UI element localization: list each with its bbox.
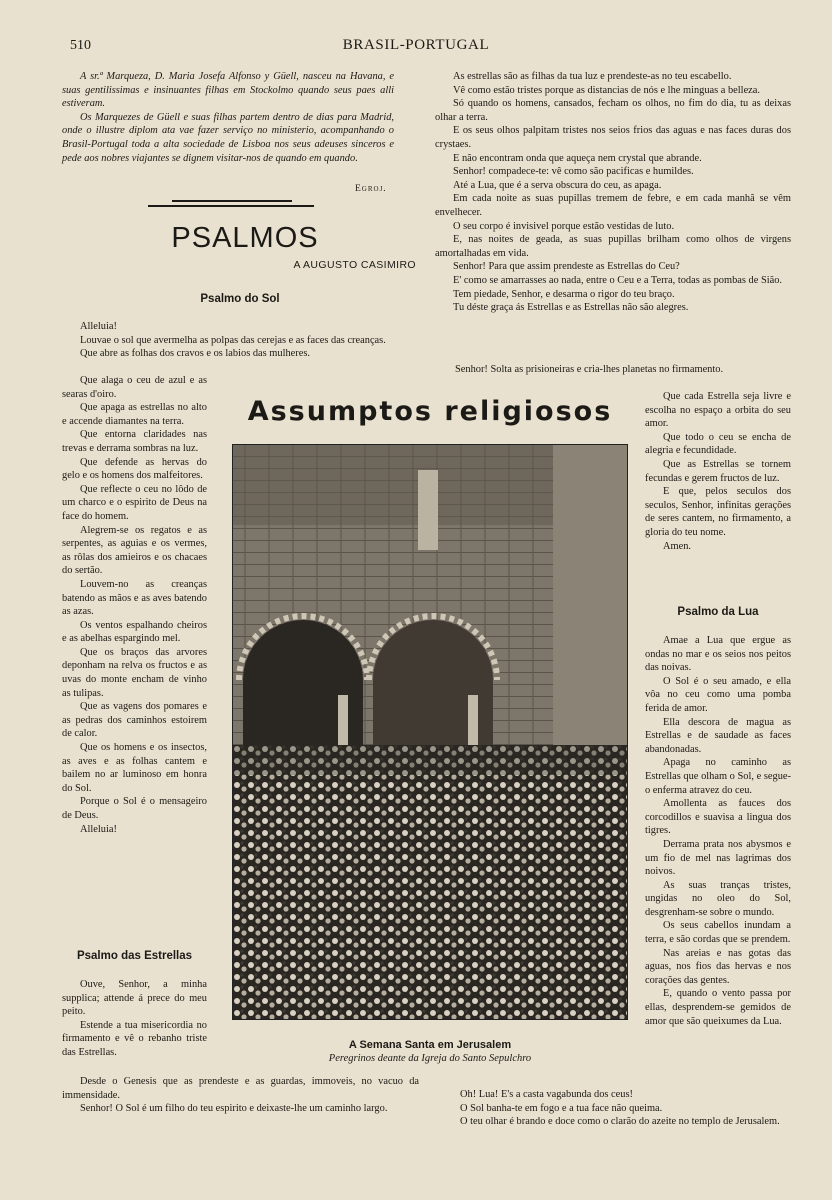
verse: Que defende as hervas do gelo e os homens dos malfeitores. (62, 456, 207, 482)
verse: Amollenta as fauces dos corcodillos e suavisa a lingua dos tigres. (645, 798, 791, 837)
psalm-sol-narrow (62, 374, 207, 836)
verse: Até a Lua, que é a serva obscura do ceu, as apaga. (453, 179, 662, 191)
verse: Ella descora de magua as Estrellas e de saudade as faces abandonadas. (645, 716, 791, 755)
rule (172, 200, 292, 202)
verse: Alegrem-se os regatos e as serpentes, as aguias e os vermes, as rôlas dos amieiros e os chacaes do sertão. (62, 524, 207, 577)
verse: O Sol é o seu amado, e ella vôa no ceu como uma pomba ferida de amor. (645, 675, 791, 714)
psalm-title-lua: Psalmo da Lua (677, 606, 759, 618)
psalm-sol-wide (62, 320, 416, 361)
verse: Que os homens e os insectos, as aves e as folhas cantem e bailem no ar luminoso em honra do Sol. (62, 742, 207, 794)
page-header: BRASIL-PORTUGAL (342, 37, 490, 53)
verse: Que os braços das arvores deponham na relva os fructos e as uvas do monte encham de vinho as tulipas. (62, 646, 207, 699)
verse: Que apaga as estrellas no alto e accende diamantes na terra. (62, 402, 207, 427)
verse: Tu déste graça ás Estrellas e as Estrellas não são alegres. (453, 302, 689, 314)
intro-paragraph: A sr.ª Marqueza, D. Maria Josefa Alfonso y Güell, nasceu na Havana, e suas gentilissimas e insinuantes filhas em Stockolmo quando seus paes alli estiveram. (62, 71, 394, 110)
church-crowd-illustration (233, 445, 627, 1019)
article-author: A AUGUSTO CASIMIRO (293, 259, 416, 271)
psalm-lua-narrow (645, 634, 791, 1028)
feature-photo (232, 444, 628, 1020)
photo-caption-title: A Semana Santa em Jerusalem (348, 1039, 512, 1051)
verse: Estende a tua misericordia no firmamento e vê o rebanho triste das Estrellas. (62, 1019, 207, 1058)
verse: Nas areias e nas gotas das aguas, nos fios das hervas e nos corações das gentes. (645, 947, 791, 986)
psalm-lua-bottom (442, 1088, 792, 1129)
verse: As suas tranças tristes, ungidas no oleo do Sol, desgrenham-se sobre o mundo. (645, 879, 791, 918)
verse: Amen. (663, 540, 691, 552)
verse: Senhor! compadece-te: vê como são pacificas e humildes. (453, 166, 694, 178)
verse: Derrama prata nos abysmos e um fio de mel nas lagrimas dos noivos. (645, 838, 791, 878)
psalm-title-estrellas: Psalmo das Estrellas (76, 950, 193, 962)
verse: E não encontram onda que aqueça nem crystal que abrande. (453, 152, 702, 164)
verse: Porque o Sol é o mensageiro de Deus. (62, 796, 207, 821)
psalm-estrellas-narrow (62, 978, 207, 1060)
article-title: PSALMOS (171, 222, 319, 254)
verse: Só quando os homens, cansados, fecham os olhos, no fim do dia, tu as deixas olhar a terra. (435, 98, 791, 123)
verse: Em cada noite as suas pupillas tremem de febre, e em cada manhã se vêm envelhecer. (435, 193, 791, 218)
rule (148, 205, 314, 207)
verse: O Sol banha-te em fogo e a tua face não queima. (460, 1102, 663, 1114)
verse: Os seus cabellos inundam a terra, e são cordas que se prendem. (645, 920, 791, 946)
verse: Louvem-no as creanças batendo as mãos e as aves batendo as azas. (62, 578, 207, 618)
photo-caption-subtitle: Peregrinos deante da Igreja do Santo Sepulchro (328, 1053, 532, 1064)
psalm-title-sol: Psalmo do Sol (200, 293, 280, 305)
feature-heading: Assumptos religiosos (247, 396, 613, 427)
intro-paragraph: Os Marquezes de Güell e suas filhas partem dentro de dias para Madrid, onde o illustre diplom ata vae fazer serviço no ministerio, acompanhando o Brasil-Portugal toda a alta sociedade de Lisboa nos seus adeuses sinceros e pede aos nobres viajantes se dignem visitar-nos de quando em quando. (62, 111, 394, 164)
verse: E' como se amarrasses ao nada, entre o Ceu e a Terra, todas as pombas de Sião. (453, 274, 783, 286)
verse: Desde o Genesis que as prendeste e as guardas, immoveis, no vacuo da immensidade. (62, 1076, 419, 1101)
verse: E que, pelos seculos dos seculos, Senhor, infinitas gerações de seres cantem, no firmamento, a gloria do teu nome. (645, 486, 791, 538)
verse: Alleluia! (80, 321, 117, 332)
verse: Senhor! Para que assim prendeste as Estrellas do Ceu? (453, 261, 680, 273)
verse: Vê como estão tristes porque as distancias de nós e lhe minguas a belleza. (453, 84, 761, 96)
verse: Que as vagens dos pomares e as pedras dos caminhos estoirem de calor. (62, 701, 207, 740)
verse: Que cada Estrella seja livre e escolha no espaço a orbita do seu amor. (645, 391, 791, 430)
verse: Louvae o sol que avermelha as polpas das cerejas e as faces das creanças. (80, 334, 386, 346)
right-column-narrow (645, 390, 791, 553)
verse: Que reflecte o ceu no lôdo de um charco e o espirito de Deus na face do homem. (62, 483, 207, 522)
verse: O teu olhar é brando e doce como o clarão do azeite no templo de Jerusalem. (460, 1116, 780, 1128)
verse: Amae a Lua que ergue as ondas no mar e os seios nos peitos das noivas. (645, 635, 791, 674)
verse: E os seus olhos palpitam tristes nos seios frios das aguas e nas faces duras dos crystaes. (435, 125, 791, 150)
signature: Egroj. (355, 184, 387, 194)
intro-block (62, 70, 394, 165)
page-number: 510 (70, 38, 91, 53)
verse: Os ventos espalhando cheiros e as abelhas espargindo mel. (62, 619, 207, 645)
psalm-estrellas-bottom (62, 1075, 419, 1116)
verse: Alleluia! (80, 823, 117, 835)
verse: Apaga no caminho as Estrellas que olham o Sol, e segue-o enferma atravez do ceu. (645, 757, 791, 796)
verse: O seu corpo é invisivel porque estão vestidas de luto. (453, 220, 675, 232)
verse: Ouve, Senhor, a minha supplica; attende á prece do meu peito. (62, 979, 207, 1018)
verse: Que todo o ceu se encha de alegria e fecundidade. (645, 431, 791, 457)
verse: Senhor! O Sol é um filho do teu espirito e deixaste-lhe um caminho largo. (80, 1103, 388, 1115)
verse: Que abre as folhas dos cravos e os labios das mulheres. (80, 348, 310, 360)
right-wide-last: Senhor! Solta as prisioneiras e cria-lhes planetas no firmamento. (455, 364, 724, 375)
verse: Tem piedade, Senhor, e desarma o rigor do teu braço. (453, 288, 675, 300)
verse: As estrellas são as filhas da tua luz e prendeste-as no teu escabello. (453, 71, 732, 82)
verse: E, quando o vento passa por ellas, desprendem-se gemidos de amor que são queixumes da Lua. (645, 988, 791, 1027)
verse: Oh! Lua! E's a casta vagabunda dos ceus! (460, 1089, 633, 1100)
verse: Que entorna claridades nas trevas e derrama sombras na luz. (62, 429, 207, 454)
right-column-top (435, 70, 791, 315)
verse: Que alaga o ceu de azul e as searas d'oiro. (62, 375, 207, 400)
verse: Que as Estrellas se tornem fecundas e gerem fructos de luz. (645, 458, 791, 484)
verse: E, nas noites de geada, as suas pupillas brilham como olhos de virgens amortalhadas em vida. (435, 234, 791, 259)
